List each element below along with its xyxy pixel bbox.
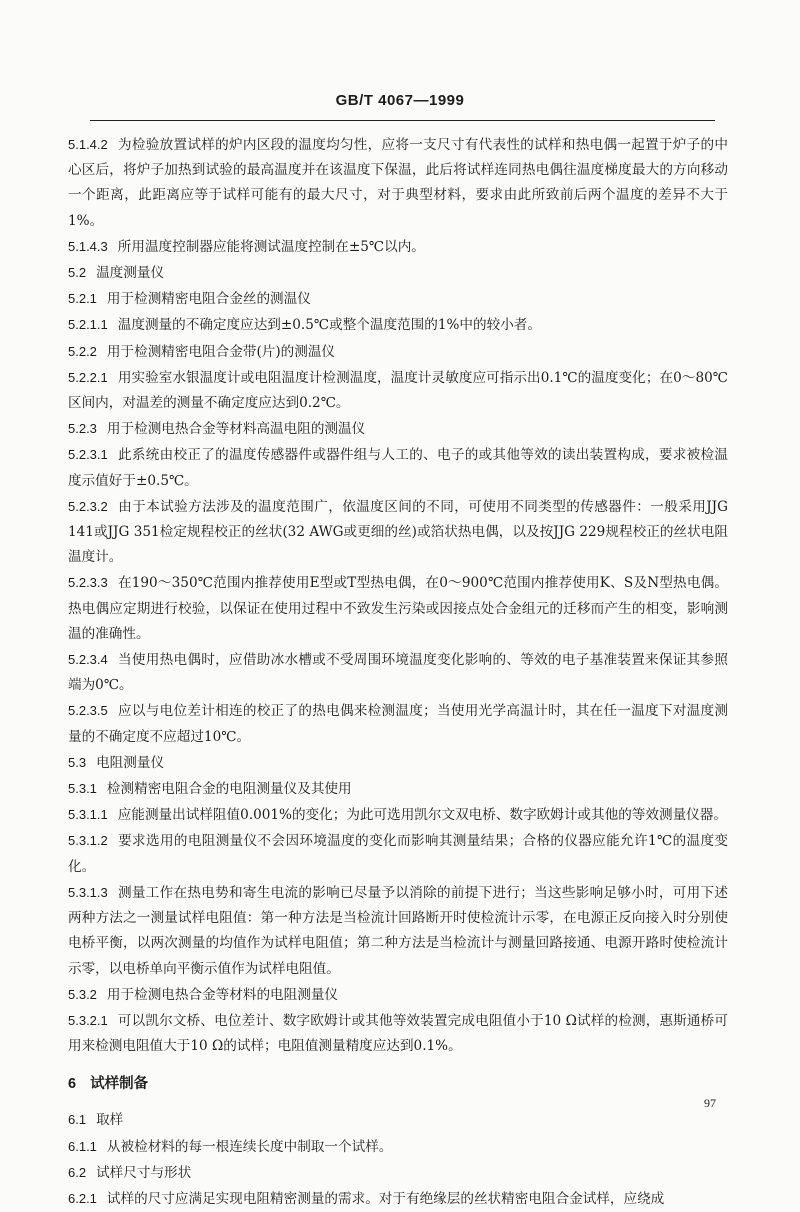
- clause-paragraph: [68, 132, 728, 234]
- clause-number: 5.2.3: [68, 421, 97, 437]
- clause-text: 要求选用的电阻测量仪不会因环境温度的变化而影响其测量结果；合格的仪器应能允许1℃的温度变化。: [68, 833, 728, 875]
- clause-number: 5.3.1.1: [68, 807, 108, 823]
- clause-number: 5.1.4.3: [68, 238, 108, 254]
- clause-number: 5.3.2.1: [68, 1012, 108, 1028]
- clause-text: 在190～350℃范围内推荐使用E型或T型热电偶，在0～900℃范围内推荐使用K、S及N型热电偶。热电偶应定期进行校验，以保证在使用过程中不致发生污染或因接点处合金组元的迁移而产生的相变，影响测温的准确性。: [68, 575, 728, 642]
- clause-number: 5.2.3.3: [68, 575, 108, 591]
- clause-number: 5.3.1: [68, 781, 97, 797]
- clause-text: 温度测量的不确定度应达到±0.5℃或整个温度范围的1%中的较小者。: [117, 317, 541, 334]
- clause-number: 5.2.3.1: [68, 447, 108, 463]
- clause-number: 5.2.1: [68, 291, 97, 307]
- clause-number: 6.2: [68, 1164, 87, 1180]
- clause-paragraph: [68, 234, 728, 260]
- clause-paragraph: [68, 1008, 728, 1059]
- clause-paragraph: [68, 880, 728, 982]
- clause-paragraph: [68, 1134, 728, 1160]
- clause-paragraph: [68, 828, 728, 879]
- clause-text: 试样尺寸与形状: [96, 1164, 192, 1181]
- clause-text: 用于检测精密电阻合金带(片)的测温仪: [106, 343, 336, 360]
- clause-number: 5.3.1.3: [68, 884, 108, 900]
- section-5-clauses: [68, 132, 728, 1059]
- clause-text: 电阻测量仪: [96, 754, 165, 771]
- clause-paragraph: [68, 442, 728, 493]
- document-body: [68, 132, 728, 1212]
- clause-text: 所用温度控制器应能将测试温度控制在±5℃以内。: [117, 238, 425, 255]
- clause-number: 5.2.2: [68, 343, 97, 359]
- clause-paragraph: [68, 1186, 728, 1212]
- clause-number: 5.2: [68, 265, 87, 281]
- clause-number: 5.3.1.2: [68, 833, 108, 849]
- clause-text: 测量工作在热电势和寄生电流的影响已尽量予以消除的前提下进行；当这些影响足够小时，可用下述两种方法之一测量试样电阻值：第一种方法是当检流计回路断开时使检流计示零，在电源正反向接入时分别使电桥平衡，以两次测量的均值作为试样电阻值；第二种方法是当检流计与测量回路接通、电源开路时使检流计示零，以电桥单向平衡示值作为试样电阻值。: [68, 884, 728, 977]
- clause-number: 5.2.3.5: [68, 703, 108, 719]
- clause-paragraph: [68, 802, 728, 828]
- clause-text: 为检验放置试样的炉内区段的温度均匀性，应将一支尺寸有代表性的试样和热电偶一起置于炉子的中心区后，将炉子加热到试验的最高温度并在该温度下保温，此后将试样连同热电偶往温度梯度最大的方向移动一个距离，此距离应等于试样可能有的最大尺寸，对于典型材料，要求由此所致前后两个温度的差异不大于1%。: [68, 137, 728, 229]
- clause-text: 此系统由校正了的温度传感器件或器件组与人工的、电子的或其他等效的读出装置构成，要求被检温度示值好于±0.5℃。: [68, 447, 728, 489]
- clause-paragraph: [68, 365, 728, 416]
- clause-text: 应能测量出试样阻值0.001%的变化；为此可选用凯尔文双电桥、数字欧姆计或其他的等效测量仪器。: [117, 807, 727, 824]
- clause-paragraph: [68, 570, 728, 647]
- clause-text: 温度测量仪: [96, 265, 165, 282]
- clause-number: 6.1.1: [68, 1138, 97, 1154]
- clause-paragraph: [68, 1107, 728, 1133]
- clause-paragraph: [68, 339, 728, 365]
- clause-paragraph: [68, 776, 728, 802]
- clause-paragraph: [68, 698, 728, 749]
- standard-header: GB/T 4067—1999: [335, 92, 465, 109]
- clause-text: 当使用热电偶时，应借助冰水槽或不受周围环境温度变化影响的、等效的电子基准装置来保证其参照端为0℃。: [68, 652, 728, 694]
- clause-number: 6.1: [68, 1112, 87, 1128]
- section-6-clauses: [68, 1107, 728, 1212]
- header-rule: [90, 120, 715, 121]
- clause-number: 5.2.2.1: [68, 369, 108, 385]
- chapter-heading: [68, 1073, 728, 1095]
- page-number: 97: [704, 1096, 716, 1110]
- clause-number: 5.2.3.2: [68, 498, 108, 514]
- clause-text: 应以与电位差计相连的校正了的热电偶来检测温度；当使用光学高温计时，其在任一温度下对温度测量的不确定度不应超过10℃。: [68, 703, 728, 745]
- chapter-title: 试样制备: [90, 1075, 149, 1093]
- chapter-number: 6: [68, 1076, 77, 1093]
- clause-paragraph: [68, 750, 728, 776]
- clause-number: 5.3: [68, 754, 87, 770]
- clause-number: 5.3.2: [68, 986, 97, 1002]
- clause-paragraph: [68, 1160, 728, 1186]
- clause-number: 5.2.1.1: [68, 317, 108, 333]
- clause-paragraph: [68, 260, 728, 286]
- clause-paragraph: [68, 312, 728, 338]
- clause-text: 从被检材料的每一根连续长度中制取一个试样。: [106, 1138, 393, 1155]
- clause-text: 由于本试验方法涉及的温度范围广，依温度区间的不同，可使用不同类型的传感器件：一般采用JJG 141或JJG 351检定规程校正的丝状(32 AWG或更细的丝)或箔状热电偶，以及按JJG 229规程校正的丝状电阻温度计。: [68, 498, 728, 566]
- clause-paragraph: [68, 982, 728, 1008]
- clause-number: 6.2.1: [68, 1190, 97, 1206]
- clause-number: 5.1.4.2: [68, 137, 108, 152]
- clause-text: 用于检测电热合金等材料高温电阻的测温仪: [106, 421, 366, 438]
- clause-text: 可以凯尔文桥、电位差计、数字欧姆计或其他等效装置完成电阻值小于10 Ω试样的检测，惠斯通桥可用来检测电阻值大于10 Ω的试样；电阻值测量精度应达到0.1%。: [68, 1012, 728, 1055]
- clause-number: 5.2.3.4: [68, 652, 108, 668]
- clause-text: 用实验室水银温度计或电阻温度计检测温度，温度计灵敏度应可指示出0.1℃的温度变化；在0～80℃区间内，对温差的测量不确定度应达到0.2℃。: [68, 369, 728, 412]
- clause-text: 用于检测精密电阻合金丝的测温仪: [106, 291, 311, 308]
- clause-text: 检测精密电阻合金的电阻测量仪及其使用: [106, 781, 352, 798]
- clause-paragraph: [68, 647, 728, 698]
- clause-paragraph: [68, 286, 728, 312]
- clause-text: 试样的尺寸应满足实现电阻精密测量的需求。对于有绝缘层的丝状精密电阻合金试样，应绕成: [106, 1190, 665, 1207]
- clause-text: 用于检测电热合金等材料的电阻测量仪: [106, 986, 339, 1003]
- clause-text: 取样: [96, 1112, 124, 1129]
- clause-paragraph: [68, 416, 728, 442]
- clause-paragraph: [68, 494, 728, 571]
